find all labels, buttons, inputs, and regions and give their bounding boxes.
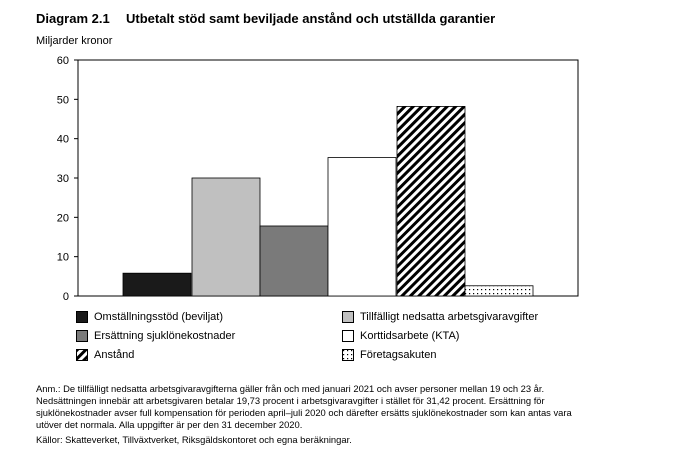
legend-label: Omställningsstöd (beviljat): [94, 311, 223, 323]
legend-label: Tillfälligt nedsatta arbetsgivaravgifter: [360, 311, 539, 323]
bar-3: [328, 158, 396, 296]
legend-swatch: [76, 330, 88, 342]
bar-5: [465, 286, 533, 296]
legend-swatch: [342, 311, 354, 323]
y-tick-label: 10: [56, 251, 69, 264]
y-tick-label: 30: [56, 173, 69, 185]
bar-2: [260, 226, 328, 296]
figure-number: Diagram 2.1: [36, 11, 110, 26]
y-tick-label: 50: [56, 94, 69, 107]
y-axis-unit: Miljarder kronor: [36, 35, 113, 47]
legend-swatch: [76, 349, 88, 361]
legend-item: [342, 311, 538, 323]
y-tick-label: 40: [56, 133, 69, 146]
y-tick-label: 20: [56, 212, 69, 225]
bar-1: [192, 178, 260, 296]
chart-title: Utbetalt stöd samt beviljade anstånd och utställda garantier: [126, 11, 496, 26]
source-line: Källor: Skatteverket, Tillväxtverket, Riksgäldskontoret och egna beräkningar.: [36, 434, 352, 445]
legend-label: Ersättning sjuklönekostnader: [94, 330, 236, 342]
legend-swatch: [76, 311, 88, 323]
legend-item: [76, 311, 223, 323]
footnote: Anm.: De tillfälligt nedsatta arbetsgivaravgifterna gäller från och med januari 2021 och avser personer mellan 19 och 23 år. Nedsättningen innebär att arbetsgivaren betalar 19,73 procent i arbetsgivaravgifter i stället för 31,42 procent. Ersättning för sjuklönekostnader avser full kompensation för perioden april–juli 2020 och därefter ersätts sjuklönekostnader som kan antas vara utöver det normala. Alla uppgifter är per den 31 december 2020.: [36, 383, 572, 430]
legend-swatch: [342, 349, 354, 361]
legend-item: [342, 349, 436, 361]
legend-label: Korttidsarbete (KTA): [360, 330, 460, 342]
bar-0: [123, 273, 191, 296]
legend-item: [342, 330, 459, 342]
y-tick-label: 0: [62, 291, 69, 303]
legend-label: Företagsakuten: [360, 349, 437, 361]
bar-4: [397, 106, 465, 296]
legend-label: Anstånd: [94, 349, 135, 361]
legend-swatch: [342, 330, 354, 342]
y-tick-label: 60: [56, 55, 69, 67]
legend-item: [76, 330, 235, 342]
legend-item: [76, 349, 134, 361]
